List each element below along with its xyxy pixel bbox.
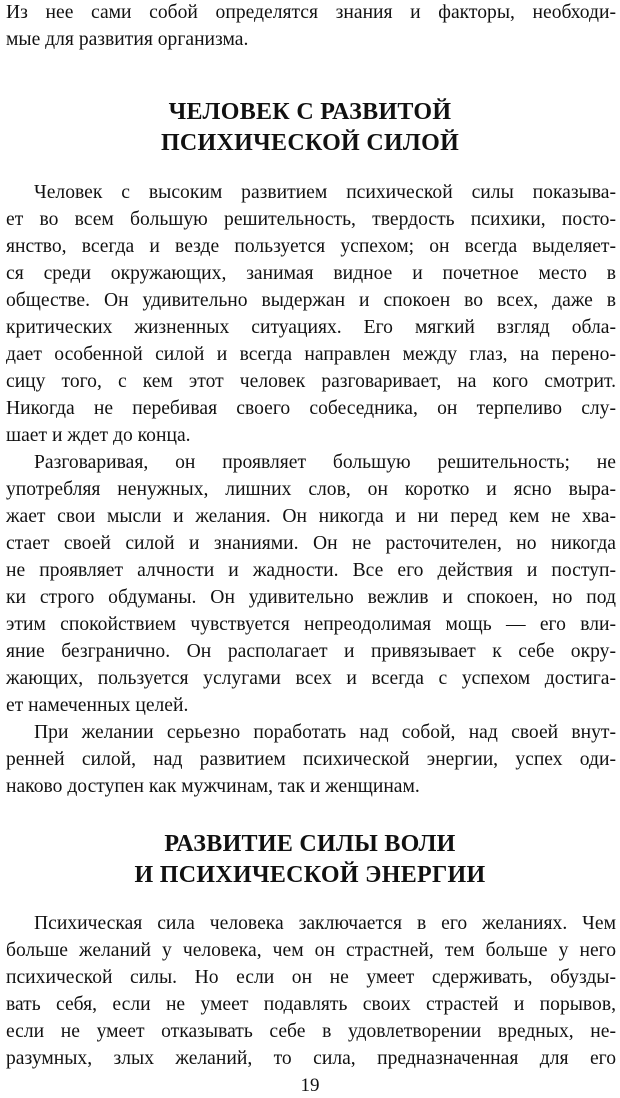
section-heading: ЧЕЛОВЕК С РАЗВИТОЙ — [168, 99, 452, 125]
paragraph-line: не проявляет алчности и жадности. Все его действия и поступ- — [6, 560, 616, 581]
paragraph-line: яние безгранично. Он располагает и привязывает к себе окру- — [6, 641, 616, 662]
paragraph-line: ет во всем большую решительность, твердость психики, посто- — [6, 209, 616, 230]
paragraph-line: ки строго обдуманы. Он удивительно вежлив и спокоен, но под — [6, 587, 616, 608]
paragraph-line: ренней силой, над развитием психической энергии, успех оди- — [6, 749, 616, 770]
paragraph-line: янство, всегда и везде пользуется успехом; он всегда выделяет- — [6, 236, 616, 257]
paragraph-line: шает и ждет до конца. — [6, 425, 191, 446]
paragraph-line: дает особенной силой и всегда направлен между глаз, на перено- — [6, 344, 616, 365]
paragraph-line: наково доступен как мужчинам, так и женщинам. — [6, 776, 420, 797]
paragraph-line: жающих, пользуется услугами всех и всегда с успехом достига- — [6, 668, 616, 689]
paragraph-line: если не умеет отказывать себе в удовлетворении вредных, не- — [6, 1021, 616, 1042]
section-heading: РАЗВИТИЕ СИЛЫ ВОЛИ — [164, 831, 456, 857]
paragraph-line: сицу того, с кем этот человек разговаривает, на кого смотрит. — [6, 371, 616, 392]
section-heading: И ПСИХИЧЕСКОЙ ЭНЕРГИИ — [134, 862, 486, 888]
paragraph-line: больше желаний у человека, чем он страстней, тем больше у него — [6, 940, 616, 961]
paragraph-line: Разговаривая, он проявляет большую решительность; не — [34, 452, 616, 473]
paragraph-line: Человек с высоким развитием психической силы показыва- — [34, 182, 616, 203]
section-heading: ПСИХИЧЕСКОЙ СИЛОЙ — [160, 130, 460, 156]
paragraph-line: Никогда не перебивая своего собеседника, он терпеливо слу- — [6, 398, 616, 419]
paragraph-line: употребляя ненужных, лишних слов, он коротко и ясно выра- — [6, 479, 616, 500]
intro-line: Из нее сами собой определятся знания и факторы, необходи- — [6, 2, 616, 23]
paragraph-line: Психическая сила человека заключается в его желаниях. Чем — [34, 913, 616, 934]
paragraph-line: обществе. Он удивительно выдержан и спокоен во всех, даже в — [6, 290, 616, 311]
paragraph-line: психической силы. Но если он не умеет сдерживать, обузды- — [6, 967, 616, 988]
intro-line: мые для развития организма. — [6, 29, 249, 50]
paragraph-line: вать себя, если не умеет подавлять своих страстей и порывов, — [6, 994, 616, 1015]
paragraph-line: разумных, злых желаний, то сила, предназначенная для его — [6, 1048, 616, 1069]
paragraph-line: жает свои мысли и желания. Он никогда и ни перед кем не хва- — [6, 506, 616, 527]
page-number: 19 — [300, 1075, 320, 1096]
paragraph-line: критических жизненных ситуациях. Его мягкий взгляд обла- — [6, 317, 616, 338]
paragraph-line: ся среди окружающих, занимая видное и почетное место в — [6, 263, 616, 284]
paragraph-line: стает своей силой и знаниями. Он не расточителен, но никогда — [6, 533, 616, 554]
paragraph-line: ет намеченных целей. — [6, 695, 189, 716]
paragraph-line: При желании серьезно поработать над собой, над своей внут- — [34, 722, 616, 743]
paragraph-line: этим спокойствием чувствуется непреодолимая мощь — его вли- — [6, 614, 616, 635]
